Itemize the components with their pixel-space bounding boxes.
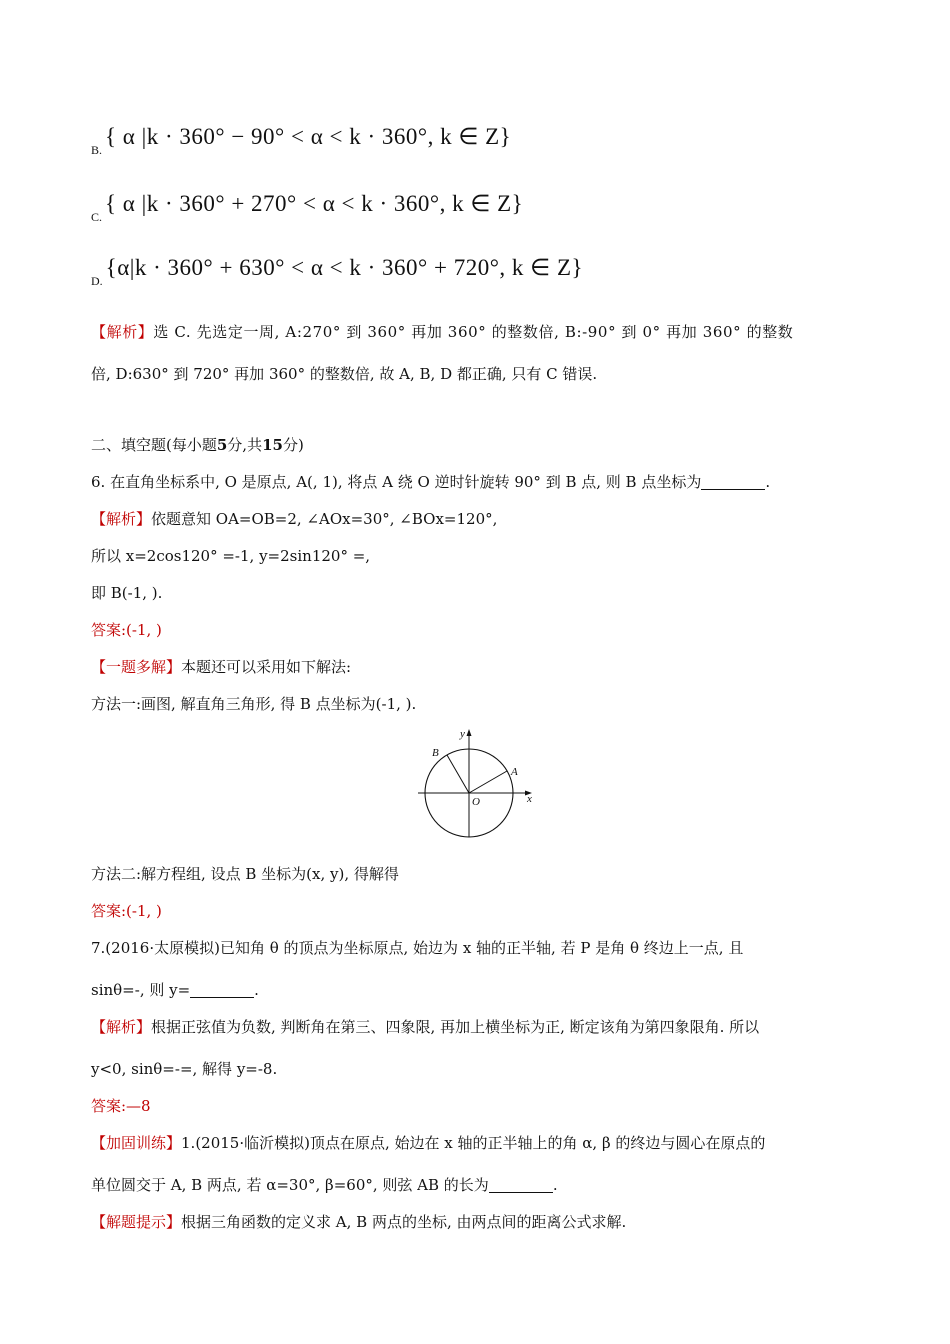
unit-circle-figure — [410, 725, 540, 840]
answer-blank — [190, 981, 254, 998]
option-formula: {α|k · 360° + 630° < α < k · 360° + 720°, k ∈ Z} — [105, 255, 584, 280]
analysis-tag: 【解析】 — [91, 510, 152, 528]
answer-blank — [489, 1176, 553, 1193]
question-7-line2: sinθ=-, 则 y= . — [91, 981, 259, 999]
multi-tag: 【一题多解】 — [91, 658, 182, 676]
solution-hint: 【解题提示】根据三角函数的定义求 A, B 两点的坐标, 由两点间的距离公式求解. — [91, 1213, 627, 1231]
label-b: B — [432, 747, 439, 759]
label-y: y — [460, 728, 465, 740]
y-axis-arrow — [467, 729, 472, 736]
option-label: D. — [91, 274, 103, 288]
method-2: 方法二:解方程组, 设点 B 坐标为(x, y), 得解得 — [91, 865, 399, 883]
reinforcement-line2: 单位圆交于 A, B 两点, 若 α=30°, β=60°, 则弦 AB 的长为 . — [91, 1176, 558, 1194]
answer-6-alt: 答案:(-1, ) — [91, 902, 162, 920]
option-formula: { α |k · 360° + 270° < α < k · 360°, k ∈ Z} — [105, 191, 524, 216]
answer-7: 答案:—8 — [91, 1097, 151, 1115]
question-7: 7.(2016·太原模拟)已知角 θ 的顶点为坐标原点, 始边为 x 轴的正半轴, 若 P 是角 θ 终边上一点, 且 — [91, 939, 744, 957]
method-1: 方法一:画图, 解直角三角形, 得 B 点坐标为(-1, ). — [91, 695, 417, 713]
analysis-6-line3: 即 B(-1, ). — [91, 584, 163, 602]
ray-ob — [447, 755, 469, 793]
answer-6: 答案:(-1, ) — [91, 621, 162, 639]
analysis-6-line2: 所以 x=2cos120° =-1, y=2sin120° =, — [91, 547, 371, 565]
answer-blank — [701, 473, 765, 490]
analysis-5-line1 — [91, 322, 793, 342]
ray-oa — [469, 771, 507, 793]
option-formula: { α |k · 360° − 90° < α < k · 360°, k ∈ Z} — [105, 124, 512, 149]
hint-tag: 【解题提示】 — [91, 1213, 182, 1231]
analysis-7: 【解析】根据正弦值为负数, 判断角在第三、四象限, 再加上横坐标为正, 断定该角为第四象限角. 所以 — [91, 1018, 760, 1036]
option-b — [91, 124, 511, 158]
section-title: 二、填空题(每小题5分,共15分) — [91, 436, 304, 454]
question-6: 6. 在直角坐标系中, O 是原点, A(, 1), 将点 A 绕 O 逆时针旋转 90° 到 B 点, 则 B 点坐标为 . — [91, 473, 771, 491]
multi-solution: 【一题多解】本题还可以采用如下解法: — [91, 658, 352, 676]
option-label: C. — [91, 210, 103, 224]
label-x: x — [527, 793, 532, 805]
analysis-7-line2: y<0, sinθ=-=, 解得 y=-8. — [91, 1060, 278, 1078]
analysis-5-line2: 倍, D:630° 到 720° 再加 360° 的整数倍, 故 A, B, D 都正确, 只有 C 错误. — [91, 365, 598, 383]
option-d — [91, 255, 583, 289]
reinforcement: 【加固训练】1.(2015·临沂模拟)顶点在原点, 始边在 x 轴的正半轴上的角 α, β 的终边与圆心在原点的 — [91, 1134, 766, 1152]
option-c — [91, 191, 523, 225]
option-label: B. — [91, 143, 103, 157]
analysis-6: 【解析】依题意知 OA=OB=2, ∠AOx=30°, ∠BOx=120°, — [91, 510, 498, 528]
reinforcement-tag: 【加固训练】 — [91, 1134, 182, 1152]
analysis-tag: 【解析】 — [91, 1018, 152, 1036]
analysis-tag: 【解析】 — [91, 323, 154, 341]
label-o: O — [472, 796, 480, 808]
analysis-text: 选 C. 先选定一周, A:270° 到 360° 再加 360° 的整数倍, B:-90° 到 0° 再加 360° 的整数 — [153, 323, 794, 341]
label-a: A — [511, 766, 518, 778]
